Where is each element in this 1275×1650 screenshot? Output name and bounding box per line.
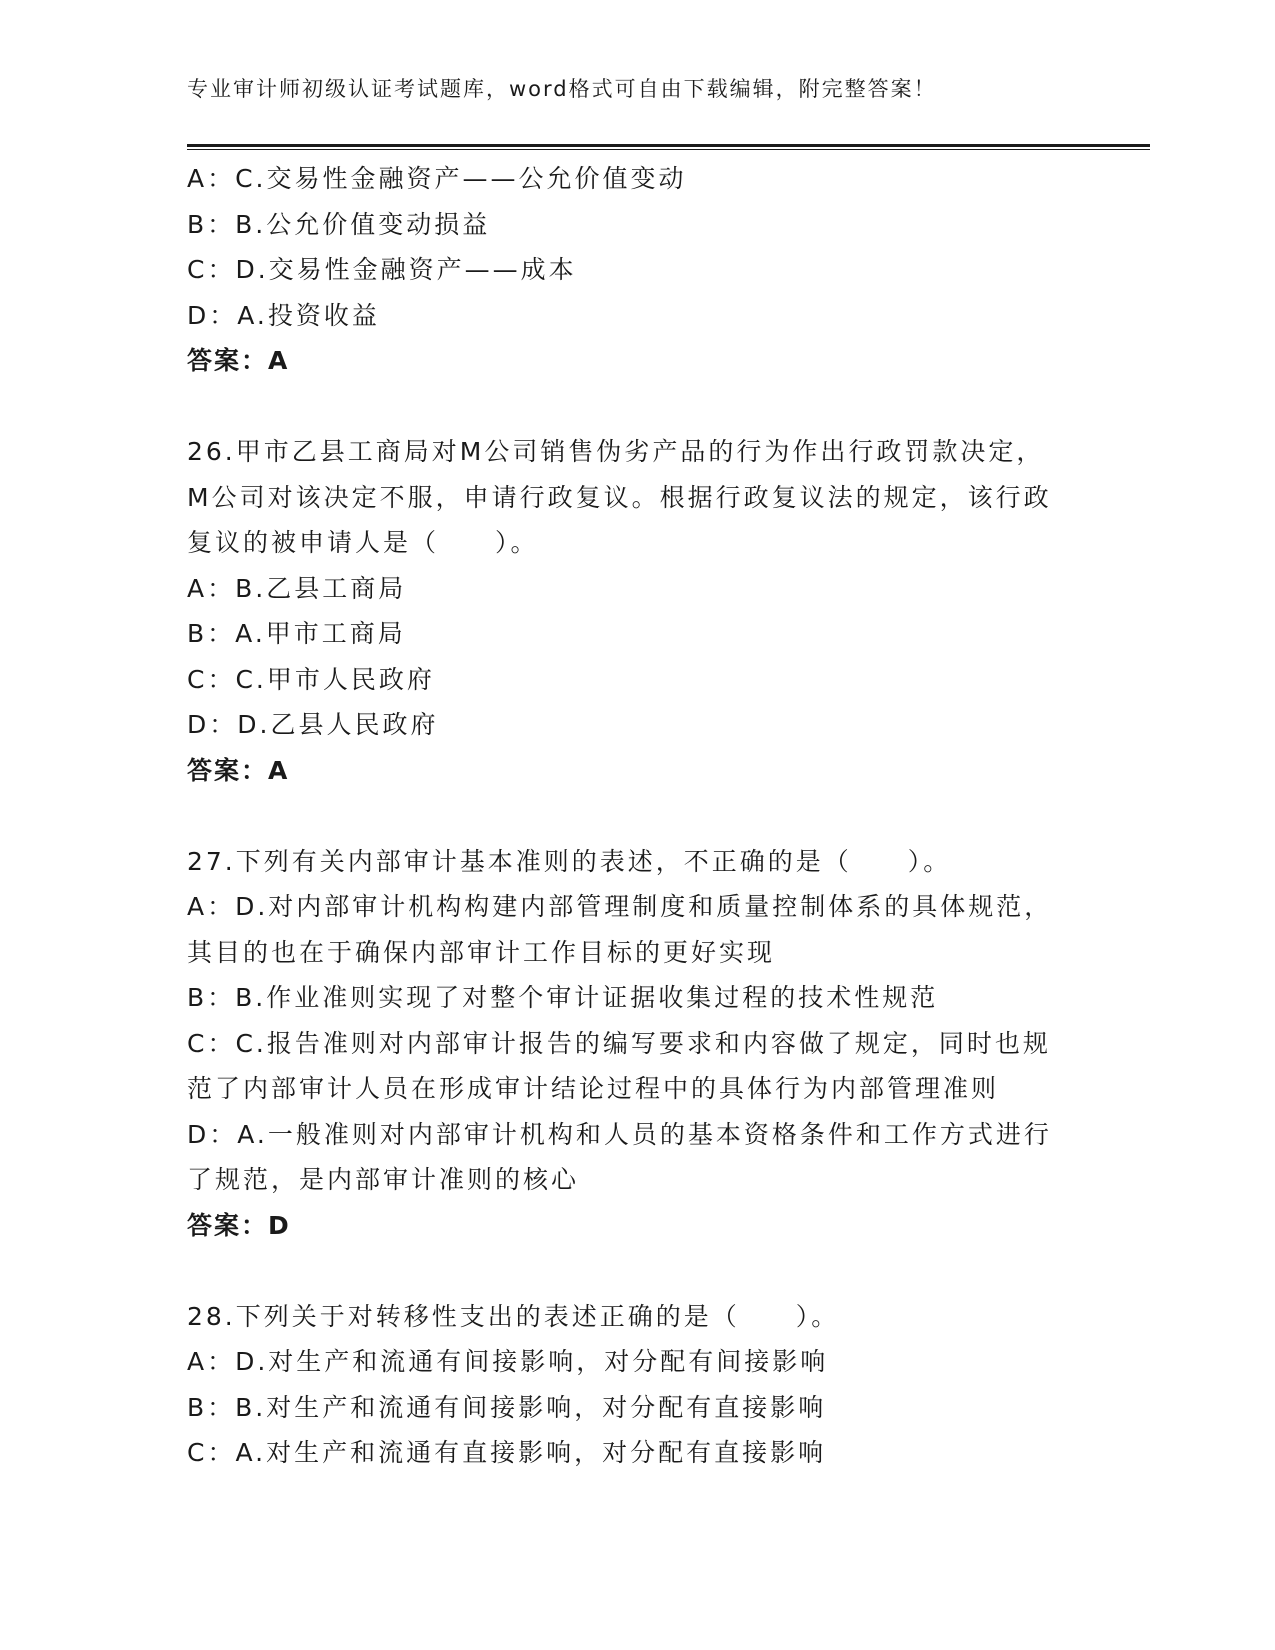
option-a: A：D.对生产和流通有间接影响，对分配有间接影响 (187, 1347, 829, 1376)
question-stem: M公司对该决定不服，申请行政复议。根据行政复议法的规定，该行政 (187, 482, 1052, 512)
option-b: B：B.对生产和流通有间接影响，对分配有直接影响 (187, 1392, 827, 1422)
option-c: C：A.对生产和流通有直接影响，对分配有直接影响 (187, 1438, 827, 1467)
page-header: 专业审计师初级认证考试题库，word格式可自由下载编辑，附完整答案！ (187, 77, 937, 101)
question-26 (187, 429, 1087, 793)
option-d: D：D.乙县人民政府 (187, 710, 439, 739)
option-d: D：A.投资收益 (187, 300, 380, 330)
answer: 答案：D (187, 1210, 291, 1240)
option-b: B：B.作业准则实现了对整个审计证据收集过程的技术性规范 (187, 983, 939, 1012)
prev-question (187, 156, 1087, 384)
question-stem: 26.甲市乙县工商局对M公司销售伪劣产品的行为作出行政罚款决定， (187, 437, 1045, 466)
spacer (187, 384, 1087, 430)
option-a: A：B.乙县工商局 (187, 573, 407, 603)
option-a: A：D.对内部审计机构构建内部管理制度和质量控制体系的具体规范， (187, 892, 1053, 921)
question-content (187, 156, 1087, 1476)
option-d-continued: 了规范，是内部审计准则的核心 (187, 1165, 580, 1194)
option-a: A：C.交易性金融资产——公允价值变动 (187, 164, 687, 193)
option-c-continued: 范了内部审计人员在形成审计结论过程中的具体行为内部管理准则 (187, 1074, 1000, 1103)
option-c: C：C.甲市人民政府 (187, 664, 435, 694)
answer: 答案：A (187, 755, 290, 785)
option-c: C：C.报告准则对内部审计报告的编写要求和内容做了规定，同时也规 (187, 1028, 1051, 1058)
answer: 答案：A (187, 346, 290, 375)
option-c: C：D.交易性金融资产——成本 (187, 255, 577, 284)
option-b: B：B.公允价值变动损益 (187, 209, 491, 239)
option-d: D：A.一般准则对内部审计机构和人员的基本资格条件和工作方式进行 (187, 1119, 1052, 1149)
option-a-continued: 其目的也在于确保内部审计工作目标的更好实现 (187, 937, 776, 967)
question-stem: 28.下列关于对转移性支出的表述正确的是（ ）。 (187, 1301, 840, 1331)
option-b: B：A.甲市工商局 (187, 619, 406, 648)
question-stem: 27.下列有关内部审计基本准则的表述，不正确的是（ ）。 (187, 846, 952, 876)
question-stem: 复议的被申请人是（ ）。 (187, 528, 539, 557)
question-28 (187, 1294, 1087, 1476)
spacer (187, 793, 1087, 839)
question-27 (187, 839, 1087, 1249)
header-rule (187, 144, 1150, 150)
spacer (187, 1248, 1087, 1294)
